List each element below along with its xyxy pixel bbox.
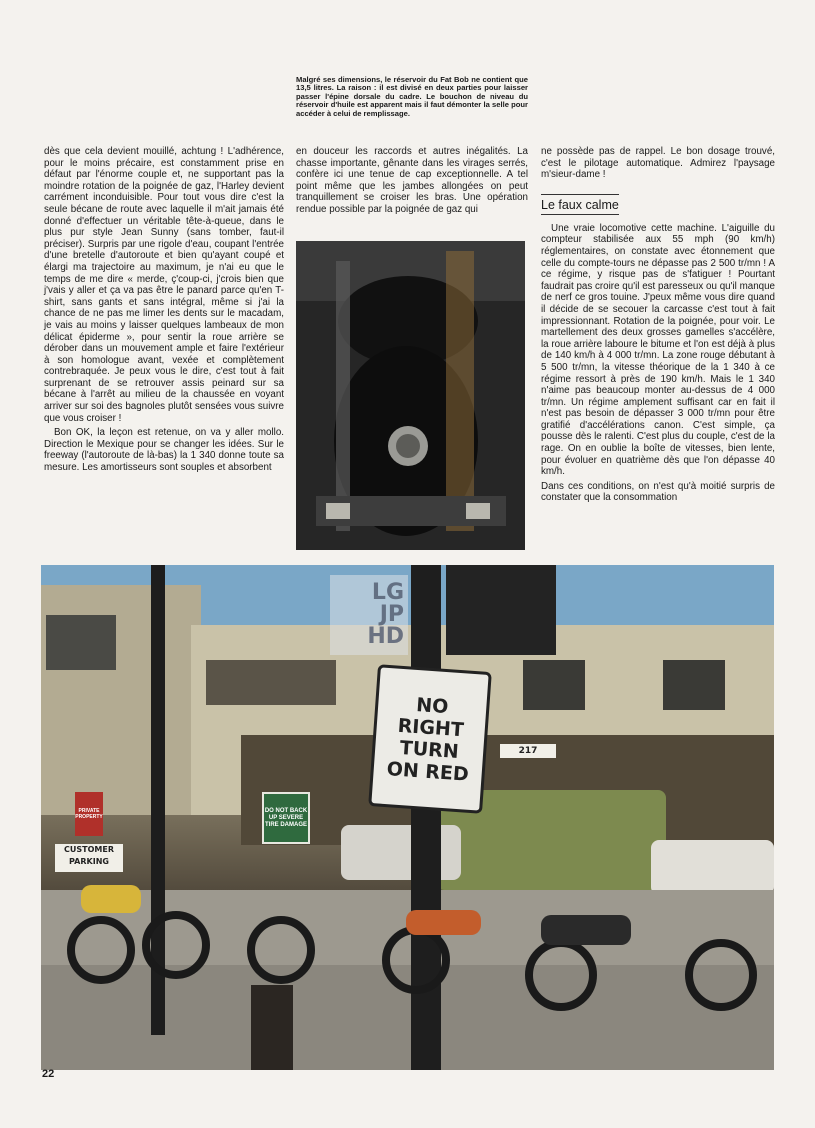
paragraph: Dans ces conditions, on n'est qu'à moitié surpris de constater que la consommation <box>541 480 775 504</box>
no-right-turn-sign <box>368 664 492 814</box>
motorcycle-tank-photo <box>296 241 525 550</box>
paragraph: ne possède pas de rappel. Le bon dosage trouvé, c'est le pilotage automatique. Admirez l'paysage m'sieur-dame ! <box>541 146 775 181</box>
private-property-sign: PRIVATE PROPERTY <box>75 792 103 836</box>
column-3 <box>541 146 775 507</box>
column-1 <box>44 146 284 477</box>
paragraph: en douceur les raccords et autres inégalités. La chasse importante, gênante dans les virages serrés, confère ici une tenue de cap exceptionnelle. A tel point même que les jambes allongées on peut tranquillement se croiser les bras. Une opération rendue possible par la poignée de gaz qui <box>296 146 528 215</box>
tank-illustration <box>296 241 525 550</box>
sign-text: NO RIGHT TURN ON RED <box>385 693 470 786</box>
photo-caption: Malgré ses dimensions, le réservoir du Fat Bob ne contient que 13,5 litres. La raison : il est divisé en deux parties pour laisser passer l'épine dorsale du cadre. Le bouchon de niveau du réservoir d'huile est apparent mais il faut démonter la selle pour accéder à celui de remplissage. <box>296 75 528 118</box>
paragraph: dès que cela devient mouillé, achtung ! L'adhérence, pour le moins précaire, est constamment prise en défaut par l'énorme couple et, ne supportant pas la moindre rotation de la poignée de gaz, l'Harley devient carrément inconduisible. Pour tout vous dire c'est la seule bécane de route avec laquelle il m'ait jamais été donné d'effectuer un véritable tête-à-queue, dans le plus pur style Jean Sunny (sans tomber, faut-il préciser). Surpris par une rigole d'eau, coupant l'entrée d'une bretelle d'autoroute et bien qu'ayant coupé et élargi ma trajectoire au maximum, je n'ai eu que le temps de me dire « merde, ç'coup-ci, j'crois bien que j'vais y aller et ça va pas être le panard parce qu'en T-shirt, sans gants et sans intégral, même si j'ai la chance de ne pas me limer les dents sur le macadam, je vais au moins y laisser quelques lambeaux de mon délicat épiderme », pour sentir la roue arrière se dérober dans un mouvement ample et faire l'extérieur à son homologue avant, vexée et complètement contrebraquée. Je peux vous le dire, c'est tout à fait surprenant de se retrouver assis peinard sur sa bécane à l'arrêt au milieu de la chaussée en voyant arriver sur soi des bagnoles plutôt sensées vous suivre que vous croiser ! <box>44 146 284 424</box>
address-number-sign: 217 <box>500 744 556 758</box>
customer-parking-sign: CUSTOMER PARKING <box>55 844 123 872</box>
watermark-logo: LG JP HD <box>330 575 408 655</box>
paragraph: Bon OK, la leçon est retenue, on va y aller mollo. Direction le Mexique pour se changer les idées. Sur le freeway (l'autoroute de là-bas) la 1 340 donne toute sa mesure. Les amortisseurs sont souples et absorbent <box>44 427 284 474</box>
paragraph: Une vraie locomotive cette machine. L'aiguille du compteur stabilisée aux 55 mph (90 km/h) réglementaires, on constate avec étonnement que celle du compte-tours ne dépasse pas 2 500 tr/mn ! A ce régime, y risque pas de s'fatiguer ! Pourtant faudrait pas croire qu'il est paresseux ou qu'il manque de nerf ce gros touine. J'peux même vous dire quand il décide de se secouer la carcasse c'est tout à fait impressionnant. Rotation de la poignée, pour voir. Le martellement des deux grosses gamelles s'accélère, la roue arrière laboure le bitume et l'on est déjà à plus de 140 km/h à 4 000 tr/mn. La zone rouge débutant à 5 500 tr/mn, la vitesse théorique de la 1 340 à ce régime ressort à près de 190 km/h. Mais le 1 340 n'aime pas beaucoup monter au-dessus de 4 000 tr/mn. Un régime amplement suffisant car en fait il n'est pas besoin de dépasser 3 000 tr/mn pour être gratifié d'accélérations canon. C'est simple, ça pousse dès le ralenti. C'est plus du couple, c'est de la rage. On en oublie la boîte de vitesses, bien lente, pour évoluer en quatrième dès que l'on dépasse 40 km/h. <box>541 222 775 478</box>
page-number: 22 <box>42 1068 55 1080</box>
section-heading: Le faux calme <box>541 194 619 215</box>
do-not-back-up-sign: DO NOT BACK UP SEVERE TIRE DAMAGE <box>262 792 310 844</box>
column-2 <box>296 146 528 219</box>
